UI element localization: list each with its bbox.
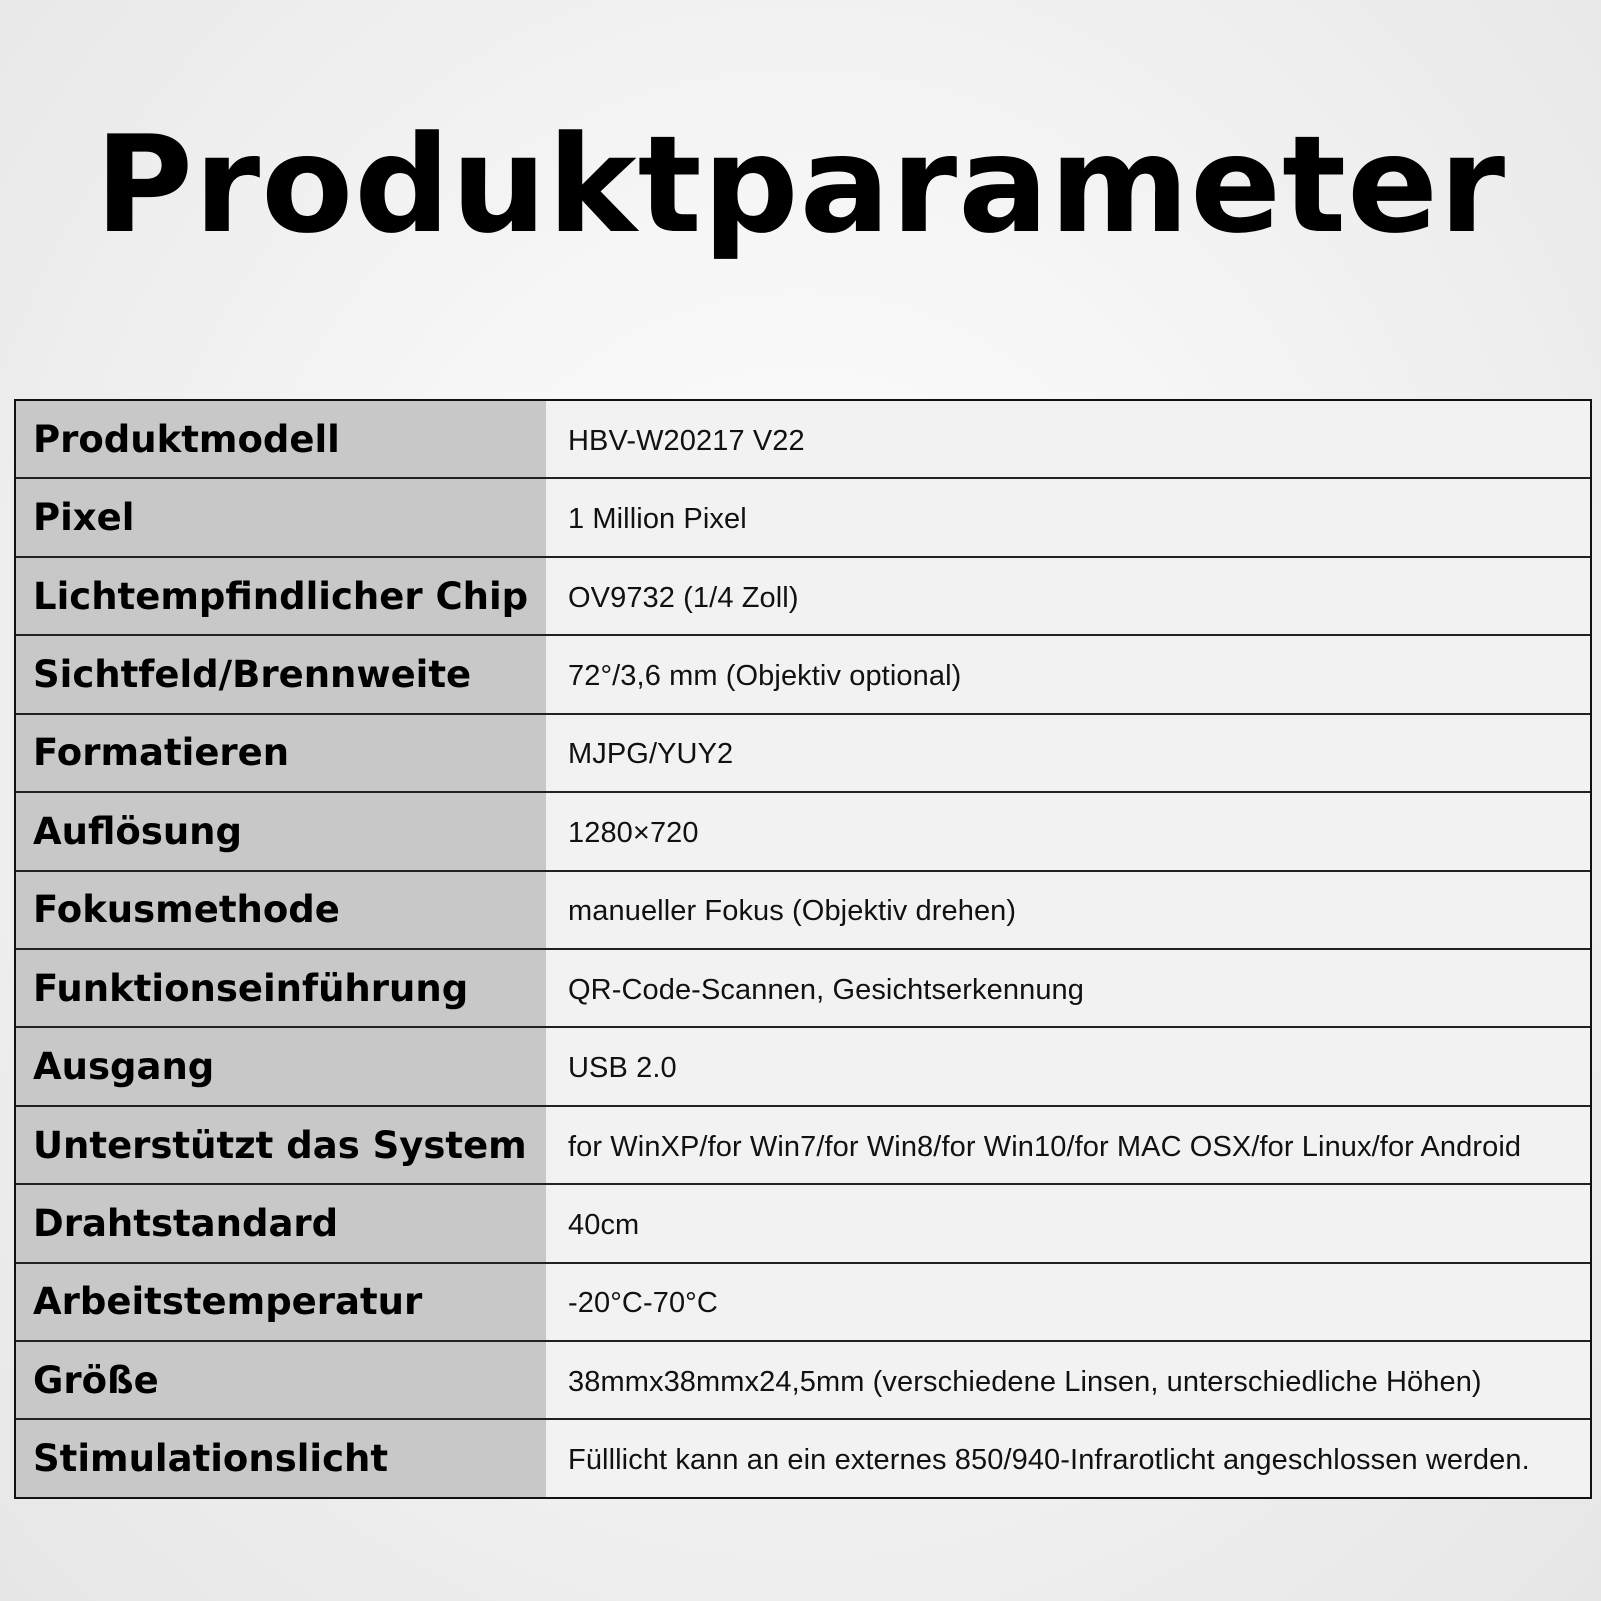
page-title: Produktparameter <box>94 107 1507 263</box>
table-row <box>16 715 1590 793</box>
row-label: Ausgang <box>16 1028 546 1104</box>
row-label: Größe <box>16 1342 546 1418</box>
row-label: Auflösung <box>16 793 546 869</box>
table-row <box>16 1028 1590 1106</box>
table-row <box>16 401 1590 479</box>
row-label: Formatieren <box>16 715 546 791</box>
row-label: Drahtstandard <box>16 1185 546 1261</box>
row-value: 1280×720 <box>546 793 1590 869</box>
spec-table <box>14 399 1592 1499</box>
table-row <box>16 558 1590 636</box>
row-value: OV9732 (1/4 Zoll) <box>546 558 1590 634</box>
table-row <box>16 1342 1590 1420</box>
row-label: Funktionseinführung <box>16 950 546 1026</box>
table-row <box>16 1107 1590 1185</box>
row-value: 38mmx38mmx24,5mm (verschiedene Linsen, unterschiedliche Höhen) <box>546 1342 1590 1418</box>
table-row <box>16 872 1590 950</box>
row-value: QR-Code-Scannen, Gesichtserkennung <box>546 950 1590 1026</box>
table-row <box>16 1264 1590 1342</box>
table-row <box>16 1185 1590 1263</box>
row-label: Lichtempfindlicher Chip <box>16 558 546 634</box>
row-label: Produktmodell <box>16 401 546 477</box>
row-value: HBV-W20217 V22 <box>546 401 1590 477</box>
row-value: 1 Million Pixel <box>546 479 1590 555</box>
table-row <box>16 793 1590 871</box>
row-label: Unterstützt das System <box>16 1107 546 1183</box>
row-label: Pixel <box>16 479 546 555</box>
row-label: Arbeitstemperatur <box>16 1264 546 1340</box>
row-value: 72°/3,6 mm (Objektiv optional) <box>546 636 1590 712</box>
table-row <box>16 950 1590 1028</box>
row-value: manueller Fokus (Objektiv drehen) <box>546 872 1590 948</box>
table-row <box>16 479 1590 557</box>
table-row <box>16 636 1590 714</box>
row-value: Fülllicht kann an ein externes 850/940-Infrarotlicht angeschlossen werden. <box>546 1420 1590 1496</box>
row-value: -20°C-70°C <box>546 1264 1590 1340</box>
row-value: USB 2.0 <box>546 1028 1590 1104</box>
row-value: 40cm <box>546 1185 1590 1261</box>
row-label: Sichtfeld/Brennweite <box>16 636 546 712</box>
row-value: for WinXP/for Win7/for Win8/for Win10/for MAC OSX/for Linux/for Android <box>546 1107 1590 1183</box>
row-label: Stimulationslicht <box>16 1420 546 1496</box>
row-value: MJPG/YUY2 <box>546 715 1590 791</box>
row-label: Fokusmethode <box>16 872 546 948</box>
table-row <box>16 1420 1590 1496</box>
